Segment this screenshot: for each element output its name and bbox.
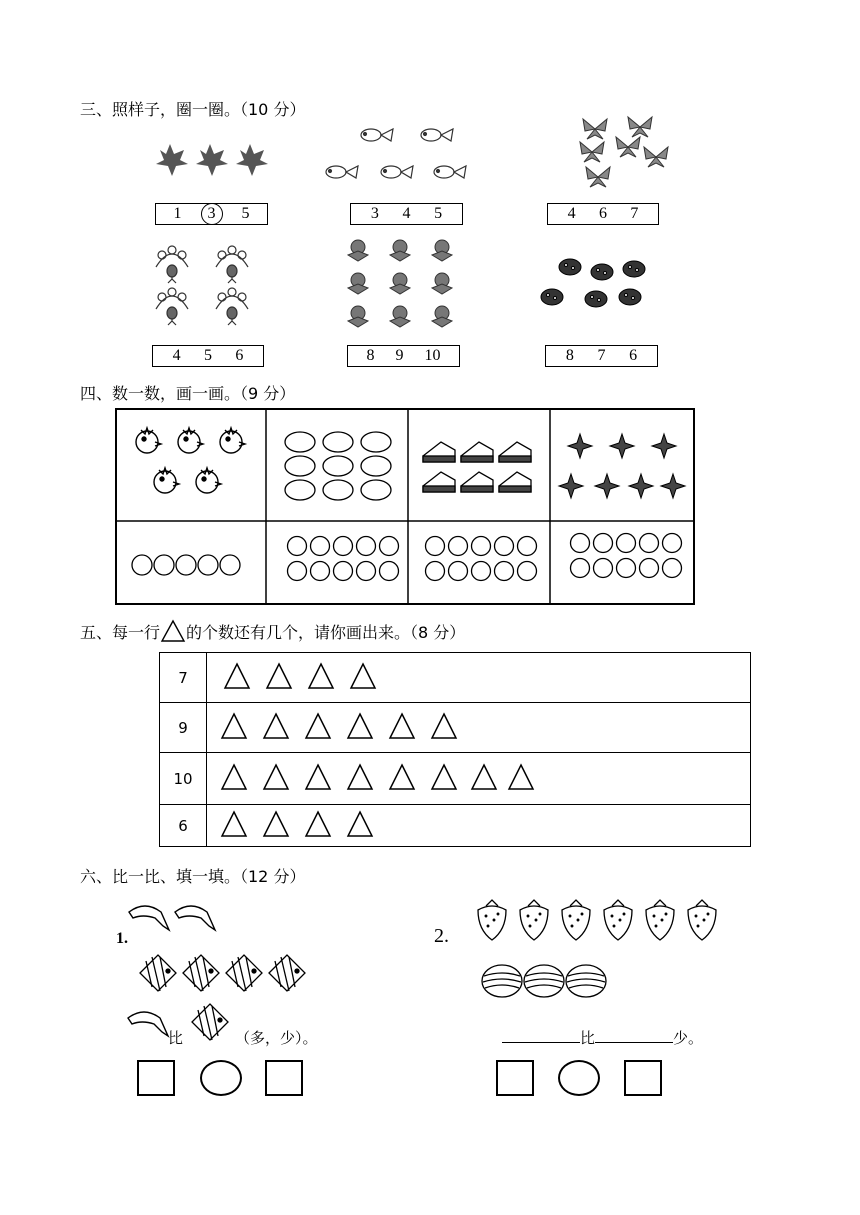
section4-heading: 四、数一数，画一画。（9 分） [80, 384, 296, 403]
answer-square[interactable] [496, 1060, 534, 1096]
q2-label: 2. [434, 925, 449, 947]
option[interactable]: 6 [598, 205, 607, 222]
section6-heading: 六、比一比、填一填。（12 分） [80, 867, 306, 886]
triangle-row [207, 703, 751, 753]
options-box-2 [350, 203, 463, 225]
answer-circle[interactable] [558, 1060, 600, 1096]
answer-square[interactable] [137, 1060, 175, 1096]
strawberry-group [472, 898, 732, 943]
q2-fill-line: 比 少。 [502, 1027, 703, 1048]
answer-circle[interactable] [200, 1060, 242, 1096]
maple-leaf-group [150, 140, 280, 180]
triangle-table [159, 652, 751, 847]
peacock-group [150, 243, 280, 328]
row-number: 6 [160, 805, 207, 847]
watermelon-group [480, 962, 620, 1002]
angelfish-icon [190, 1002, 232, 1044]
option[interactable]: 5 [203, 347, 212, 364]
section5-heading: 五、每一行 的个数还有几个，请你画出来。（8 分） [80, 619, 465, 643]
answer-square[interactable] [624, 1060, 662, 1096]
q1-choice-text: （多，少）。 [235, 1029, 318, 1047]
ladybug-group [540, 257, 655, 317]
options-box-1 [155, 203, 268, 225]
options-box-4 [152, 345, 264, 367]
answer-square[interactable] [265, 1060, 303, 1096]
triangle-icon [160, 619, 186, 643]
cake-icon [423, 442, 531, 492]
option[interactable]: 1 [173, 205, 182, 222]
option[interactable]: 4 [172, 347, 181, 364]
flower-group [344, 237, 464, 332]
option[interactable]: 6 [235, 347, 244, 364]
option[interactable]: 7 [597, 347, 606, 364]
q1-label: 1. [116, 930, 128, 947]
q1-compare-word: 比 [168, 1029, 184, 1047]
option[interactable]: 8 [366, 347, 375, 364]
options-box-5 [347, 345, 460, 367]
dolphin-icon [124, 1006, 172, 1041]
option[interactable]: 5 [241, 205, 250, 222]
answer-blank[interactable] [595, 1028, 673, 1043]
count-draw-table [113, 406, 697, 606]
option[interactable]: 4 [567, 205, 576, 222]
option[interactable]: 6 [629, 347, 638, 364]
star-flower-icon [559, 434, 685, 498]
option[interactable]: 3 [370, 205, 379, 222]
lemon-icon [285, 432, 391, 500]
option[interactable]: 10 [424, 347, 441, 364]
option-circled[interactable]: 3 [201, 203, 223, 225]
triangle-row [207, 653, 751, 703]
dolphin-group [125, 900, 225, 945]
options-box-3 [547, 203, 659, 225]
option[interactable]: 7 [630, 205, 639, 222]
chick-icon [136, 428, 245, 493]
section3-heading: 三、照样子，圈一圈。（10 分） [80, 100, 306, 119]
triangle-row [207, 805, 751, 847]
row-number: 10 [160, 753, 207, 805]
butterfly-group [576, 115, 676, 190]
triangle-row [207, 753, 751, 805]
angelfish-group [138, 953, 318, 998]
row-number: 7 [160, 653, 207, 703]
goldfish-group [322, 122, 482, 192]
option[interactable]: 5 [434, 205, 443, 222]
option[interactable]: 4 [402, 205, 411, 222]
answer-blank[interactable] [502, 1028, 580, 1043]
row-number: 9 [160, 703, 207, 753]
option[interactable]: 8 [565, 347, 574, 364]
options-box-6 [545, 345, 658, 367]
answer-circles [132, 534, 682, 581]
option[interactable]: 9 [395, 347, 404, 364]
